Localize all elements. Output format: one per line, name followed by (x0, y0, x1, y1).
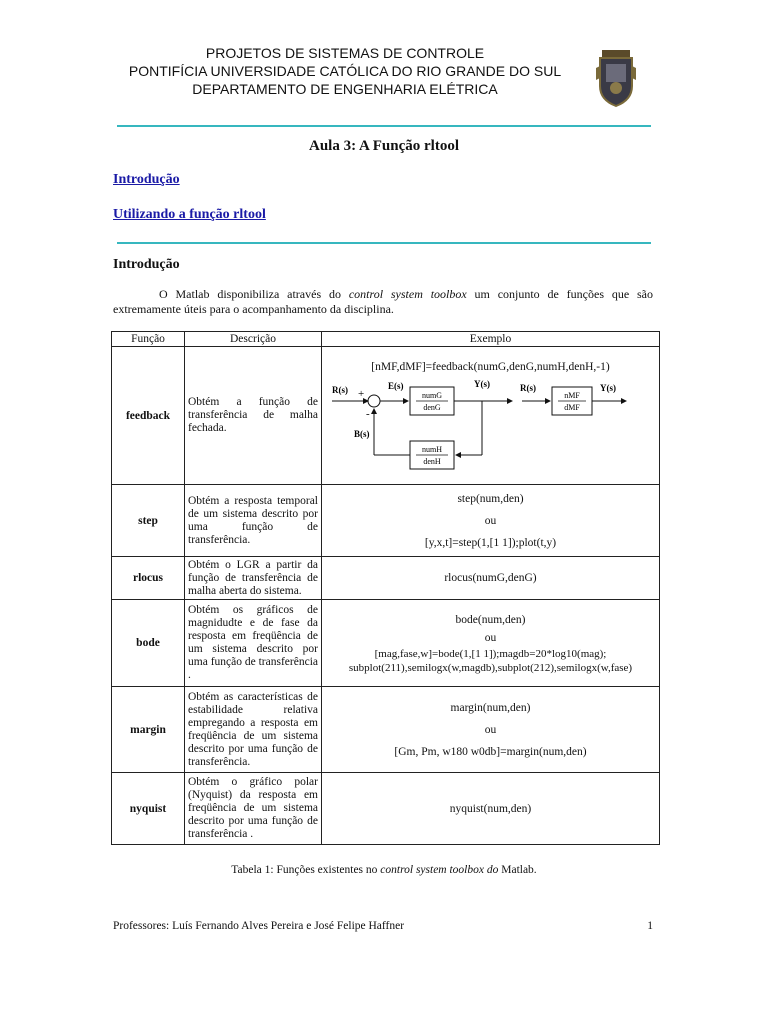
table-row (112, 485, 660, 557)
example-or: ou (484, 723, 497, 736)
function-description: Obtém os gráficos de magnidudte e de fase da resposta em freqüência de um sistema descrito por uma função de transferência . (185, 600, 322, 687)
table-row (112, 347, 660, 485)
table-caption (0, 864, 768, 876)
function-name: margin (112, 687, 185, 773)
diagram-label-r2: R(s) (519, 382, 536, 393)
page-footer (113, 920, 653, 932)
caption-text-2: Matlab. (498, 864, 537, 876)
section-heading: Introdução (113, 257, 180, 272)
page-title: Aula 3: A Função rltool (308, 138, 459, 154)
table-row (112, 557, 660, 600)
header-line-3: DEPARTAMENTO DE ENGENHARIA ELÉTRICA (192, 81, 498, 97)
block-h-num: numH (421, 444, 442, 454)
block-g-num: numG (421, 390, 442, 400)
function-example (322, 773, 660, 845)
example-code: [y,x,t]=step(1,[1 1]);plot(t,y) (424, 536, 557, 549)
function-name: step (112, 485, 185, 557)
table-header-row (112, 332, 660, 347)
header-exemplo: Exemplo (322, 332, 660, 347)
function-name: feedback (112, 347, 185, 485)
caption-emphasis: control system toolbox do (380, 864, 499, 876)
function-description: Obtém o LGR a partir da função de transferência de malha aberta do sistema. (185, 557, 322, 600)
function-description: Obtém a função de transferência de malha fechada. (185, 347, 322, 485)
diagram-label-y2: Y(s) (599, 382, 616, 393)
function-example (322, 485, 660, 557)
intro-text-1: O Matlab disponibiliza através do (159, 287, 349, 301)
example-or: ou (484, 632, 497, 644)
block-h-den: denH (422, 456, 441, 466)
intro-emphasis: control system toolbox (348, 287, 467, 301)
function-name: rlocus (112, 557, 185, 600)
example-code: [Gm, Pm, w180 w0db]=margin(num,den) (394, 745, 587, 758)
example-code: bode(num,den) (455, 614, 526, 626)
table-row (112, 600, 660, 687)
toc-divider (117, 242, 651, 244)
function-name: nyquist (112, 773, 185, 845)
footer-authors: Professores: Luís Fernando Alves Pereira e José Felipe Haffner (113, 920, 405, 932)
block-mf-den: dMF (563, 402, 580, 412)
table-row (112, 773, 660, 845)
function-description: Obtém o gráfico polar (Nyquist) da resposta em freqüência de um sistema descrito por uma função de transferência . (185, 773, 322, 845)
header-funcao: Função (112, 332, 185, 347)
function-description: Obtém a resposta temporal de um sistema descrito por uma função de transferência. (185, 485, 322, 557)
example-code: [mag,fase,w]=bode(1,[1 1]);magdb=20*log10(mag); (374, 648, 607, 660)
function-description: Obtém as características de estabilidade relativa empregando a resposta em freqüência de um sistema descrito por uma função de transferência. (185, 687, 322, 773)
caption-text-1: Tabela 1: Funções existentes no (231, 864, 381, 876)
function-name: bode (112, 600, 185, 687)
example-code: subplot(211),semilogx(w,magdb),subplot(212),semilogx(w,fase) (348, 662, 633, 674)
intro-text-2: um conjunto de funções que são extremamente úteis para o acompanhamento da disciplina. (113, 287, 653, 316)
example-or: ou (484, 514, 497, 527)
table-row (112, 687, 660, 773)
header-descricao: Descrição (185, 332, 322, 347)
diagram-plus: + (357, 387, 364, 400)
example-code: rlocus(numG,denG) (444, 572, 537, 584)
header-line-2: PONTIFÍCIA UNIVERSIDADE CATÓLICA DO RIO GRANDE DO SUL (128, 63, 562, 79)
function-example (322, 557, 660, 600)
toc-link-utilizando-rltool[interactable]: Utilizando a função rltool (113, 207, 266, 222)
summing-junction (368, 395, 380, 407)
feedback-block-diagram (326, 375, 656, 471)
functions-table (111, 331, 660, 845)
example-code: [nMF,dMF]=feedback(numG,denG,numH,denH,-1) (371, 360, 610, 373)
function-example (322, 600, 660, 687)
page-header (0, 44, 690, 98)
function-example (322, 347, 660, 485)
diagram-label-b: B(s) (353, 428, 369, 439)
university-crest-logo (596, 48, 636, 108)
example-code: margin(num,den) (450, 701, 531, 714)
example-code: nyquist(num,den) (449, 802, 532, 815)
diagram-label-r: R(s) (331, 384, 348, 395)
block-g-den: denG (422, 402, 441, 412)
header-line-1: PROJETOS DE SISTEMAS DE CONTROLE (205, 45, 485, 61)
diagram-minus: - (365, 407, 370, 420)
diagram-label-e: E(s) (387, 380, 403, 391)
function-example (322, 687, 660, 773)
page-number: 1 (647, 920, 653, 932)
toc-link-introducao[interactable]: Introdução (113, 172, 180, 187)
example-code: step(num,den) (457, 492, 524, 505)
block-mf-num: nMF (563, 390, 580, 400)
intro-paragraph (113, 287, 653, 317)
top-divider (117, 125, 651, 127)
diagram-label-y: Y(s) (473, 378, 490, 389)
